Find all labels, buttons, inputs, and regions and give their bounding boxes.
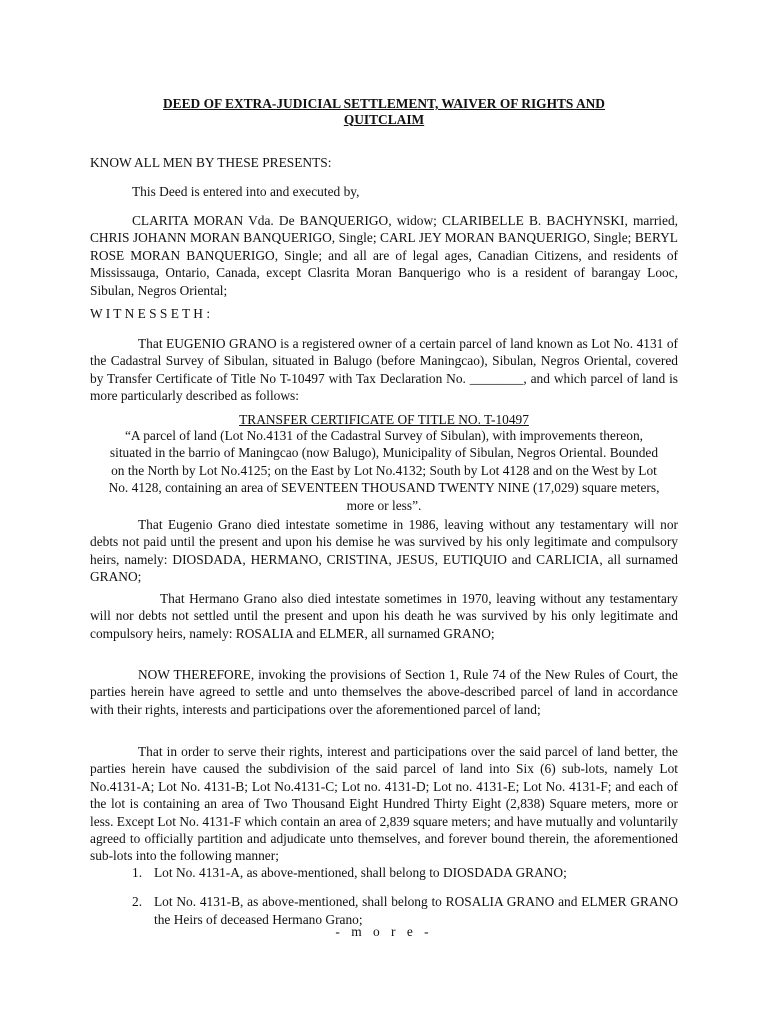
more-footer: - m o r e - (335, 924, 433, 939)
tct-heading: TRANSFER CERTIFICATE OF TITLE NO. T-10497 (239, 412, 529, 427)
document-title (90, 96, 678, 127)
therefore-paragraph: NOW THEREFORE, invoking the provisions of Section 1, Rule 74 of the New Rules of Court, the parties herein have agreed to settle and unto themselves the above-described parcel of land in accordance with their rights, interests and participations over the aforementioned parcel of land; (90, 667, 678, 717)
list-item-number: 2. (132, 894, 143, 910)
owner-paragraph: That EUGENIO GRANO is a registered owner of a certain parcel of land known as Lot No. 4131 of the Cadastral Survey of Sibulan, situated in Balugo (before Maningcao), Sibulan, Negros Oriental, covered by Transfer Certificate of Title No T-10497 with Tax Declaration No. ________, and which parcel of land is more particularly described as follows: (90, 336, 678, 404)
parties-paragraph: CLARITA MORAN Vda. De BANQUERIGO, widow; CLARIBELLE B. BACHYNSKI, married, CHRIS JOHANN MORAN BANQUERIGO, Single; CARL JEY MORAN BANQUERIGO, Single; BERYL ROSE MORAN BANQUERIGO, Single; and all are of legal ages, Canadian Citizens, and residents of Mississauga, Ontario, Canada, except Clasrita Moran Banquerigo who is a resident of barangay Looc, Sibulan, Negros Oriental; (90, 213, 678, 298)
opening-line: KNOW ALL MEN BY THESE PRESENTS: (90, 155, 332, 170)
subdivision-paragraph: That in order to serve their rights, interest and participations over the said parcel of land better, the parties herein have caused the subdivision of the said parcel of land into Six (6) sub-lots, namely Lot No.4131-A; Lot No. 4131-B; Lot No.4131-C; Lot no. 4131-D; Lot no. 4131-E; Lot No. 4131-F; and each of the lot is containing an area of Two Thousand Eight Hundred Thirty Eight (2,838) Square meters, more or less. Except Lot No. 4131-F which contain an area of 2,839 square meters; and have mutually and voluntarily agreed to officially partition and adjudicate unto themselves, and forever bound therein, the aforementioned sub-lots into the following manner; (90, 744, 678, 864)
eugenio-paragraph: That Eugenio Grano died intestate sometime in 1986, leaving without any testamentary will nor debts not paid until the present and upon his demise he was survived by his only legitimate and compulsory heirs, namely: DIOSDADA, HERMANO, CRISTINA, JESUS, EUTIQUIO and CARLICIA, all surnamed GRANO; (90, 517, 678, 585)
list-item-number: 1. (132, 865, 143, 880)
title-line-1: DEED OF EXTRA-JUDICIAL SETTLEMENT, WAIVER OF RIGHTS AND (163, 96, 605, 111)
tct-description: “A parcel of land (Lot No.4131 of the Cadastral Survey of Sibulan), with improvements thereon, situated in the barrio of Maningcao (now Balugo), Municipality of Sibulan, Negros Oriental. Bounded on the North by Lot No.4125; on the East by Lot No.4132; South by Lot 4128 and on the West by Lot No. 4128, containing an area of SEVENTEEN THOUSAND TWENTY NINE (17,029) square meters, more or less”. (108, 428, 660, 513)
title-line-2: QUITCLAIM (343, 111, 425, 127)
list-item-text: Lot No. 4131-B, as above-mentioned, shall belong to ROSALIA GRANO and ELMER GRANO the Heirs of deceased Hermano Grano; (154, 894, 678, 927)
intro-paragraph: This Deed is entered into and executed by, (132, 184, 360, 199)
hermano-paragraph: That Hermano Grano also died intestate sometimes in 1970, leaving without any testamentary will nor debts not settled until the present and upon his death he was survived by his only legitimate and compulsory heirs, namely: ROSALIA and ELMER, all surnamed GRANO; (90, 591, 678, 641)
allocation-list (90, 864, 678, 928)
witnesseth-heading: W I T N E S S E T H : (90, 306, 211, 321)
list-item (90, 864, 678, 881)
list-item-text: Lot No. 4131-A, as above-mentioned, shall belong to DIOSDADA GRANO; (154, 865, 567, 880)
